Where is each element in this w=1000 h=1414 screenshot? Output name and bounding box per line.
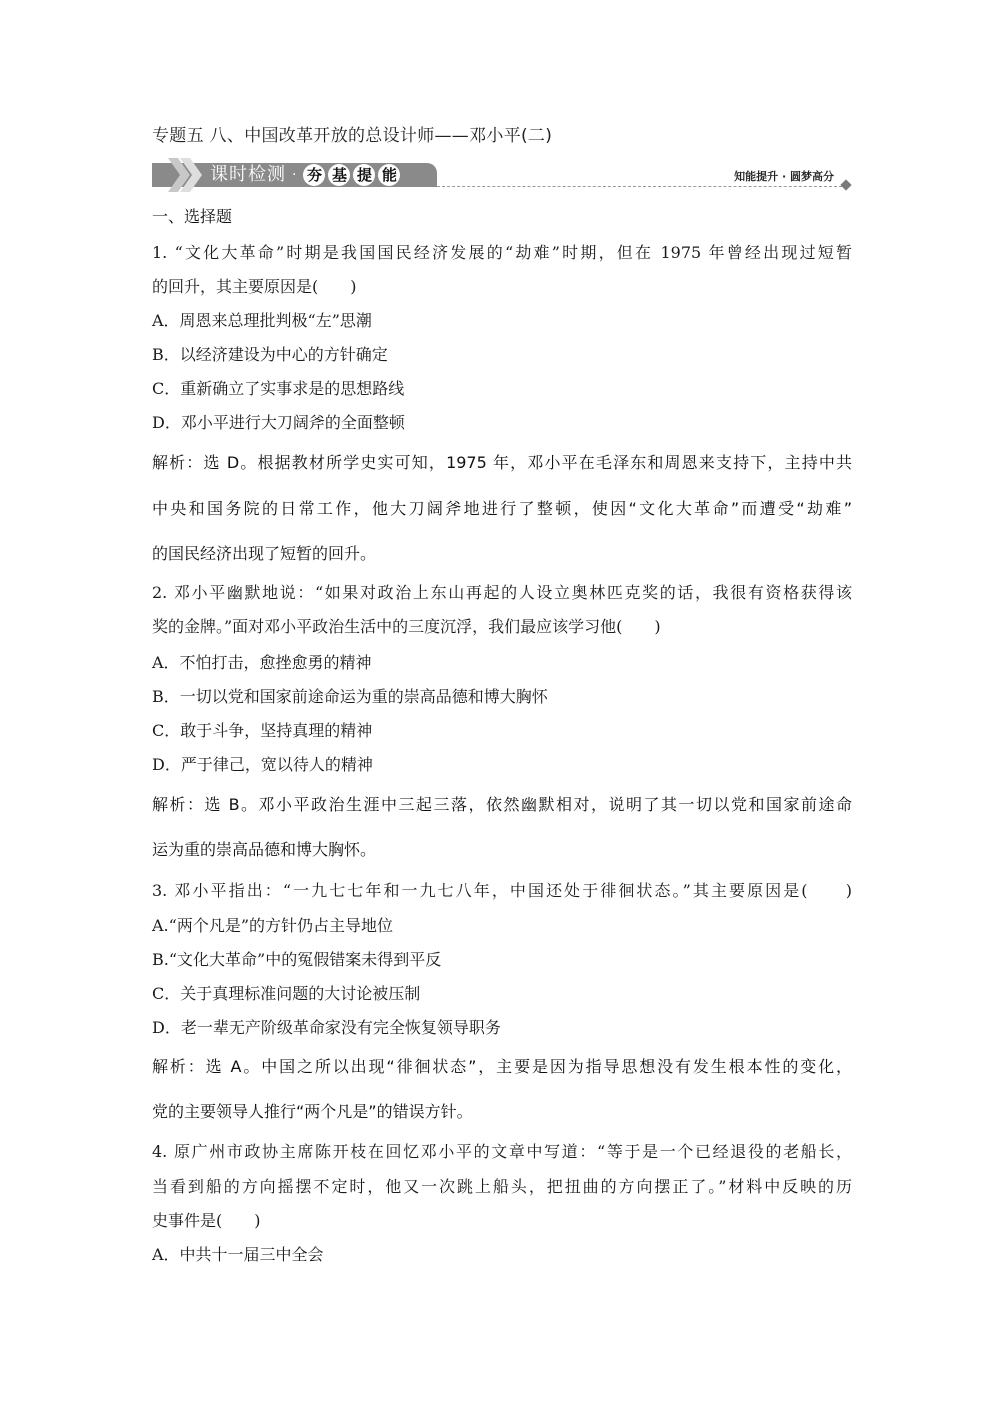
question-2-option-a: A．不怕打击，愈挫愈勇的精神 <box>152 653 372 672</box>
section-heading: 一、选择题 <box>152 207 233 226</box>
banner-title: 课时检测 <box>210 164 286 185</box>
question-4-stem-line: 当看到船的方向摇摆不定时，他又一次跳上船头，把扭曲的方向摆正了。”材料中反映的历 <box>152 1177 852 1196</box>
question-2-stem-line: 奖的金牌。”面对邓小平政治生活中的三度沉浮，我们最应该学习他( ) <box>152 617 661 636</box>
question-2-analysis-line: 解析：选 B。邓小平政治生涯中三起三落，依然幽默相对，说明了其一切以党和国家前途命 <box>152 795 852 814</box>
question-3-option-d: D．老一辈无产阶级革命家没有完全恢复领导职务 <box>152 1018 501 1037</box>
question-3-stem-line: 3. 邓小平指出：“一九七七年和一九七八年，中国还处于徘徊状态。”其主要原因是( ) <box>152 881 852 900</box>
document-title: 专题五 八、中国改革开放的总设计师——邓小平(二) <box>152 126 553 146</box>
banner-separator: · <box>292 167 298 183</box>
question-1-option-a: A．周恩来总理批判极“左”思潮 <box>152 311 372 330</box>
banner-circle-char: 基 <box>328 164 350 186</box>
diamond-icon <box>840 179 851 190</box>
question-3-option-b: B.“文化大革命”中的冤假错案未得到平反 <box>152 950 442 969</box>
banner-dashed-rule <box>437 186 842 187</box>
question-2-option-d: D．严于律己，宽以待人的精神 <box>152 755 373 774</box>
question-3-option-c: C．关于真理标准问题的大讨论被压制 <box>152 984 421 1003</box>
question-1-analysis-line: 中央和国务院的日常工作，他大刀阔斧地进行了整顿，使因“文化大革命”而遭受“劫难” <box>152 499 852 518</box>
question-1-stem-line: 的回升，其主要原因是( ) <box>152 277 357 296</box>
double-chevron-right-icon <box>166 158 206 192</box>
question-3-analysis-line: 解析：选 A。中国之所以出现“徘徊状态”，主要是因为指导思想没有发生根本性的变化， <box>152 1057 852 1076</box>
banner-circle-char: 提 <box>353 164 375 186</box>
section-banner <box>152 160 852 190</box>
banner-label <box>210 163 403 187</box>
question-1-option-b: B．以经济建设为中心的方针确定 <box>152 345 388 364</box>
question-1-analysis-line: 的国民经济出现了短暂的回升。 <box>152 544 377 563</box>
question-1-option-d: D．邓小平进行大刀阔斧的全面整顿 <box>152 413 405 432</box>
question-4-option-a: A．中共十一届三中全会 <box>152 1245 324 1264</box>
question-3-option-a: A.“两个凡是”的方针仍占主导地位 <box>152 916 394 935</box>
question-3-analysis-line: 党的主要领导人推行“两个凡是”的错误方针。 <box>152 1102 473 1121</box>
question-2-analysis-line: 运为重的崇高品德和博大胸怀。 <box>152 840 377 859</box>
question-2-stem-line: 2. 邓小平幽默地说：“如果对政治上东山再起的人设立奥林匹克奖的话，我很有资格获得该 <box>152 583 852 602</box>
question-2-option-b: B．一切以党和国家前途命运为重的崇高品德和博大胸怀 <box>152 687 548 706</box>
question-4-stem-line: 史事件是( ) <box>152 1211 261 1230</box>
question-1-analysis-line: 解析：选 D。根据教材所学史实可知，1975 年，邓小平在毛泽东和周恩来支持下，主持中共 <box>152 453 852 472</box>
question-1-option-c: C．重新确立了实事求是的思想路线 <box>152 379 405 398</box>
question-1-stem-line: 1. “文化大革命”时期是我国国民经济发展的“劫难”时期，但在 1975 年曾经出现过短暂 <box>152 243 852 262</box>
banner-slogan: 知能提升 · 圆梦高分 <box>734 170 834 183</box>
banner-circle-char: 夯 <box>303 164 325 186</box>
question-2-option-c: C．敢于斗争，坚持真理的精神 <box>152 721 373 740</box>
question-4-stem-line: 4. 原广州市政协主席陈开枝在回忆邓小平的文章中写道：“等于是一个已经退役的老船长， <box>152 1142 852 1161</box>
banner-circle-char: 能 <box>378 164 400 186</box>
